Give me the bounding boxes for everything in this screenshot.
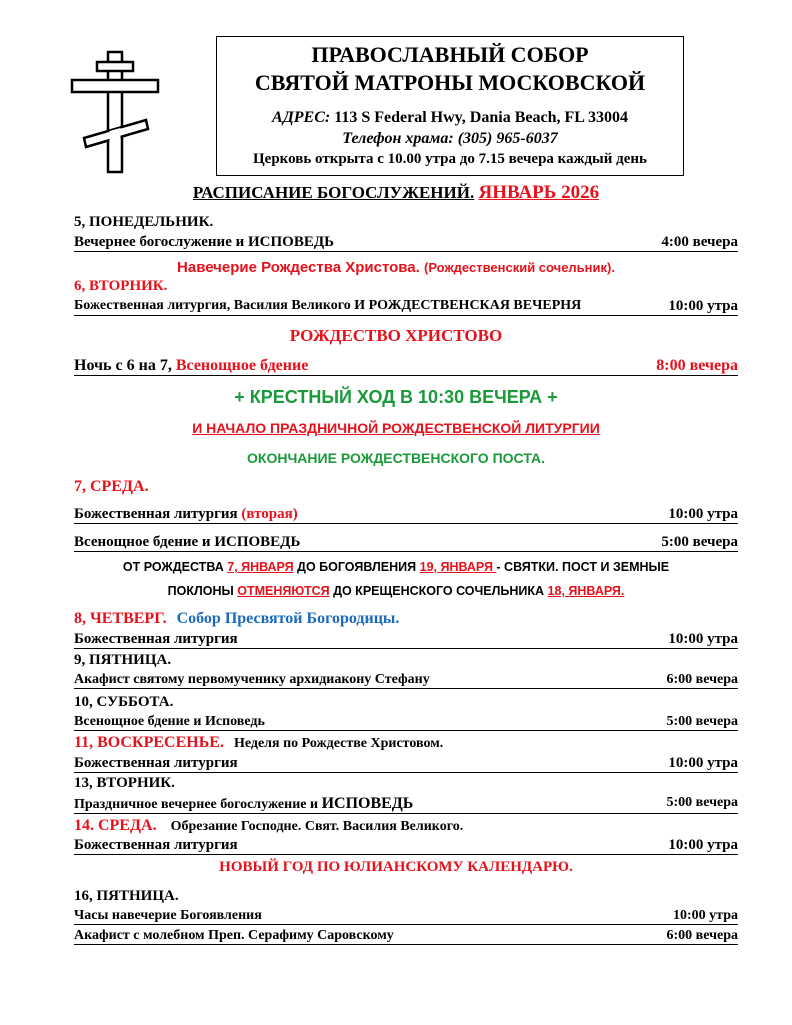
service-row-10 <box>74 714 738 731</box>
address-value: 113 S Federal Hwy, Dania Beach, FL 33004 <box>334 109 629 126</box>
service-time: 10:00 утра <box>668 755 738 771</box>
service-time: 5:00 вечера <box>666 795 738 810</box>
day-label: 14. СРЕДА. <box>74 817 157 834</box>
service-row-13 <box>74 795 738 814</box>
svyatki-notice-line1 <box>0 560 792 574</box>
service-time: 10:00 утра <box>668 506 738 522</box>
nativity-eve-subtitle: (Рождественский сочельник). <box>424 260 615 275</box>
notice-text: ДО БОГОЯВЛЕНИЯ <box>293 560 420 574</box>
svyatki-notice-line2 <box>0 584 792 598</box>
service-row-7-2 <box>74 534 738 552</box>
schedule-title-text: РАСПИСАНИЕ БОГОСЛУЖЕНИЙ. <box>192 183 475 202</box>
service-name: Часы навечерие Богоявления <box>74 908 262 923</box>
orthodox-cross-icon <box>70 50 160 180</box>
notice-date: 18, ЯНВАРЯ. <box>547 584 625 598</box>
notice-date: 19, ЯНВАРЯ <box>419 560 497 574</box>
service-name-part: И РОЖДЕСТВЕНСКАЯ ВЕЧЕРНЯ <box>354 298 582 313</box>
day-label: 11, ВОСКРЕСЕНЬЕ. <box>74 734 224 751</box>
night-vigil-row <box>74 357 738 376</box>
day-heading-7: 7, СРЕДА. <box>74 478 149 495</box>
feast-name: Неделя по Рождестве Христовом. <box>233 736 444 751</box>
address-line <box>217 107 683 128</box>
service-name: Божественная литургия <box>74 631 238 647</box>
notice-text: ДО КРЕЩЕНСКОГО СОЧЕЛЬНИКА <box>329 584 548 598</box>
day-label: 8, ЧЕТВЕРГ. <box>74 610 167 627</box>
service-time: 5:00 вечера <box>666 714 738 729</box>
service-time: 4:00 вечера <box>661 234 738 250</box>
service-name <box>74 357 308 375</box>
service-row-16-2 <box>74 928 738 945</box>
liturgy-start-text: И НАЧАЛО ПРАЗДНИЧНОЙ РОЖДЕСТВЕНСКОЙ ЛИТУРГИИ <box>192 420 600 436</box>
service-name: Вечернее богослужение и ИСПОВЕДЬ <box>74 234 335 250</box>
new-year-notice: НОВЫЙ ГОД ПО ЮЛИАНСКОМУ КАЛЕНДАРЮ. <box>219 859 573 875</box>
day-heading-16: 16, ПЯТНИЦА. <box>74 888 179 904</box>
day-heading-8 <box>74 610 738 628</box>
service-time: 8:00 вечера <box>656 357 738 374</box>
notice-text: ОТ РОЖДЕСТВА <box>122 560 228 574</box>
fast-end-notice: ОКОНЧАНИЕ РОЖДЕСТВЕНСКОГО ПОСТА. <box>247 450 545 466</box>
service-row-9 <box>74 672 738 689</box>
address-label: АДРЕС: <box>271 109 331 126</box>
phone-line: Телефон храма: (305) 965-6037 <box>342 130 558 147</box>
service-name: Божественная литургия <box>74 837 238 853</box>
notice-highlight: ОТМЕНЯЮТСЯ <box>237 584 330 598</box>
service-name-part: (вторая) <box>241 506 298 522</box>
service-name: Всенощное бдение и Исповедь <box>74 714 265 729</box>
service-name-part: Ночь с 6 на 7, <box>74 357 176 374</box>
service-name: Божественная литургия <box>74 755 238 771</box>
service-row-11 <box>74 755 738 773</box>
notice-text: ПОКЛОНЫ <box>167 584 238 598</box>
service-time: 10:00 утра <box>673 908 738 923</box>
church-title-line1: ПРАВОСЛАВНЫЙ СОБОР <box>311 42 589 67</box>
service-time: 10:00 утра <box>668 298 738 314</box>
service-name-part: Всенощное бдение <box>175 357 309 374</box>
service-time: 6:00 вечера <box>666 928 738 943</box>
day-heading-5: 5, ПОНЕДЕЛЬНИК. <box>74 214 214 230</box>
service-name-part: Божественная литургия <box>74 506 242 522</box>
day-heading-6: 6, ВТОРНИК. <box>74 278 168 294</box>
day-heading-11 <box>74 734 738 752</box>
service-row-16-1 <box>74 908 738 925</box>
service-name <box>74 506 298 523</box>
service-name: Акафист с молебном Преп. Серафиму Саровскому <box>74 928 394 943</box>
nativity-heading: РОЖДЕСТВО ХРИСТОВО <box>289 326 503 345</box>
day-heading-9: 9, ПЯТНИЦА. <box>74 652 172 668</box>
service-name-part: ИСПОВЕДЬ <box>321 795 414 812</box>
service-time: 10:00 утра <box>668 837 738 853</box>
service-name <box>74 298 581 315</box>
service-name-part: Праздничное вечернее богослужение и <box>74 797 322 812</box>
nativity-eve-title: Навечерие Рождества Христова. <box>177 259 420 276</box>
procession-notice: + КРЕСТНЫЙ ХОД В 10:30 ВЕЧЕРА + <box>234 387 558 407</box>
schedule-month: ЯНВАРЬ 2026 <box>478 182 600 203</box>
service-time: 6:00 вечера <box>666 672 738 687</box>
hours-line: Церковь открыта с 10.00 утра до 7.15 вечера каждый день <box>253 151 647 167</box>
notice-date: 7, ЯНВАРЯ <box>227 560 294 574</box>
service-time: 10:00 утра <box>668 631 738 647</box>
service-time: 5:00 вечера <box>661 534 738 550</box>
church-title-line2: СВЯТОЙ МАТРОНЫ МОСКОВСКОЙ <box>254 70 646 95</box>
service-name-part: Божественная литургия, Василия Великого <box>74 298 355 313</box>
service-row-14 <box>74 837 738 855</box>
schedule-title <box>0 182 792 204</box>
day-heading-14 <box>74 817 738 835</box>
service-row-5 <box>74 234 738 252</box>
service-name <box>74 795 413 813</box>
notice-text: - СВЯТКИ. ПОСТ И ЗЕМНЫЕ <box>496 560 670 574</box>
day-heading-13: 13, ВТОРНИК. <box>74 775 175 791</box>
day-heading-10: 10, СУББОТА. <box>74 694 174 710</box>
nativity-eve <box>0 259 792 276</box>
church-header <box>216 36 684 176</box>
service-name: Всенощное бдение и ИСПОВЕДЬ <box>74 534 301 550</box>
feast-name: Обрезание Господне. Свят. Василия Великого. <box>170 819 464 834</box>
service-name: Акафист святому первомученику архидиакону Стефану <box>74 672 430 687</box>
service-row-8 <box>74 631 738 649</box>
service-row-7-1 <box>74 506 738 524</box>
feast-name: Собор Пресвятой Богородицы. <box>176 610 400 627</box>
service-row-6 <box>74 298 738 316</box>
liturgy-start-notice <box>0 420 792 436</box>
